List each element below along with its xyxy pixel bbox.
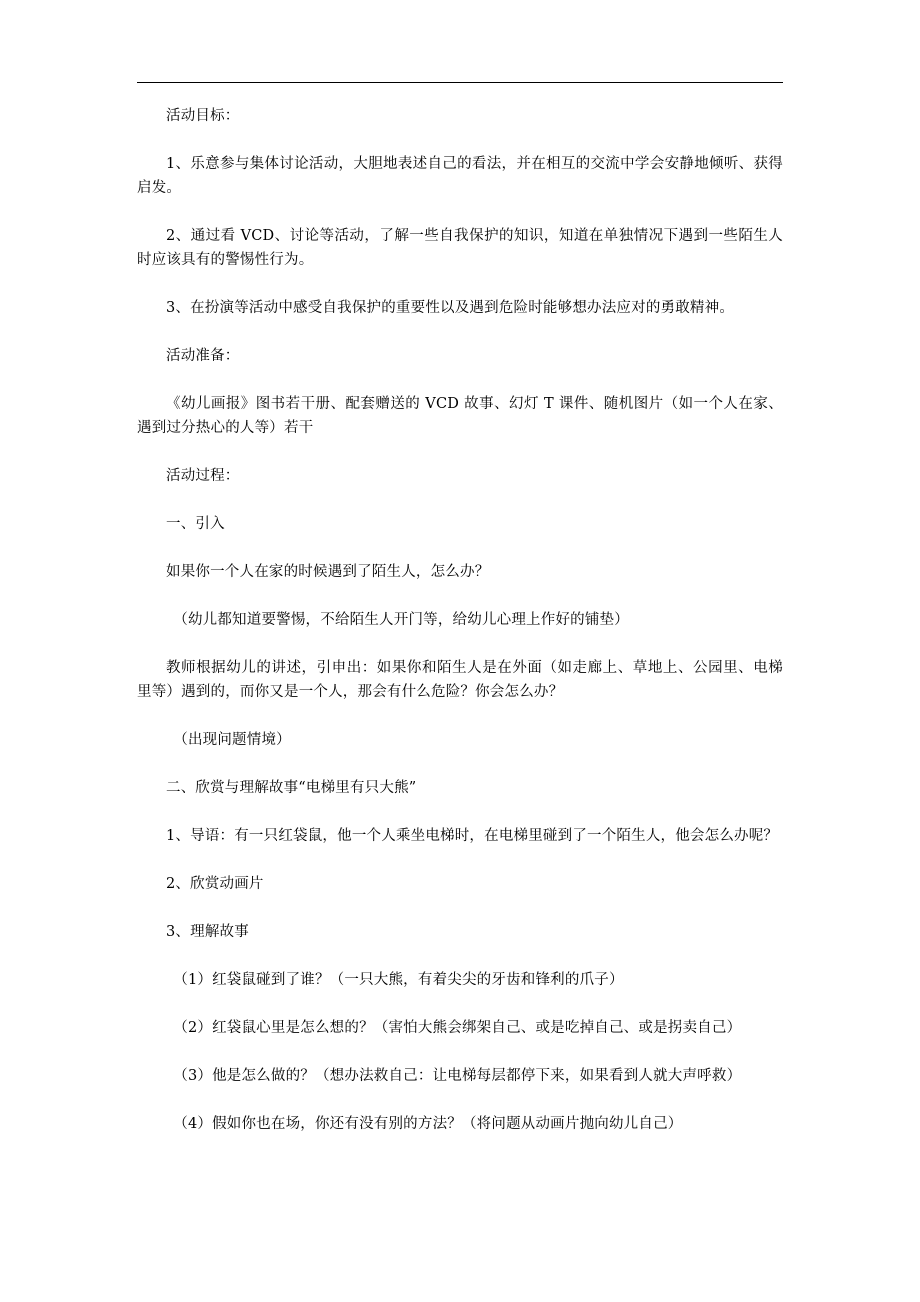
step-2-intro: 1、导语：有一只红袋鼠，他一个人乘坐电梯时，在电梯里碰到了一个陌生人，他会怎么办呢？ [166,828,779,844]
step-2-understand: 3、理解故事 [166,924,249,940]
step-2-watch: 2、欣赏动画片 [166,876,264,892]
goal-heading: 活动目标： [166,108,240,124]
document-body [137,104,783,1160]
step-1-teacher: 教师根据幼儿的讲述，引申出：如果你和陌生人是在外面（如走廊上、草地上、公园里、电梯里等）遇到的，而你又是一个人，那会有什么危险？你会怎么办？ [137,660,783,700]
process-heading: 活动过程： [166,468,240,484]
goal-item-3: 3、在扮演等活动中感受自我保护的重要性以及遇到危险时能够想办法应对的勇敢精神。 [166,300,735,316]
goal-item-2: 2、通过看 VCD、讨论等活动，了解一些自我保护的知识，知道在单独情况下遇到一些陌生人时应该具有的警惕性行为。 [137,228,783,268]
step-2-title: 二、欣赏与理解故事“电梯里有只大熊” [166,780,417,796]
step-1-title: 一、引入 [166,516,225,532]
question-1: （1）红袋鼠碰到了谁？（一只大熊，有着尖尖的牙齿和锋利的爪子） [173,972,624,988]
preparation-materials: 《幼儿画报》图书若干册、配套赠送的 VCD 故事、幻灯 T 课件、随机图片（如一个人在家、遇到过分热心的人等）若干 [137,396,783,436]
step-1-situation: （出现问题情境） [173,732,291,748]
step-1-question: 如果你一个人在家的时候遇到了陌生人，怎么办？ [166,564,490,580]
question-4: （4）假如你也在场，你还有没有别的方法？（将问题从动画片抛向幼儿自己） [173,1116,683,1132]
goal-item-1: 1、乐意参与集体讨论活动，大胆地表述自己的看法，并在相互的交流中学会安静地倾听、获得启发。 [137,156,783,196]
question-3: （3）他是怎么做的？（想办法救自己：让电梯每层都停下来，如果看到人就大声呼救） [173,1068,742,1084]
question-2: （2）红袋鼠心里是怎么想的？（害怕大熊会绑架自己、或是吃掉自己、或是拐卖自己） [173,1020,742,1036]
header-rule [137,82,783,83]
step-1-note: （幼儿都知道要警惕，不给陌生人开门等，给幼儿心理上作好的铺垫） [173,612,629,628]
preparation-heading: 活动准备： [166,348,240,364]
